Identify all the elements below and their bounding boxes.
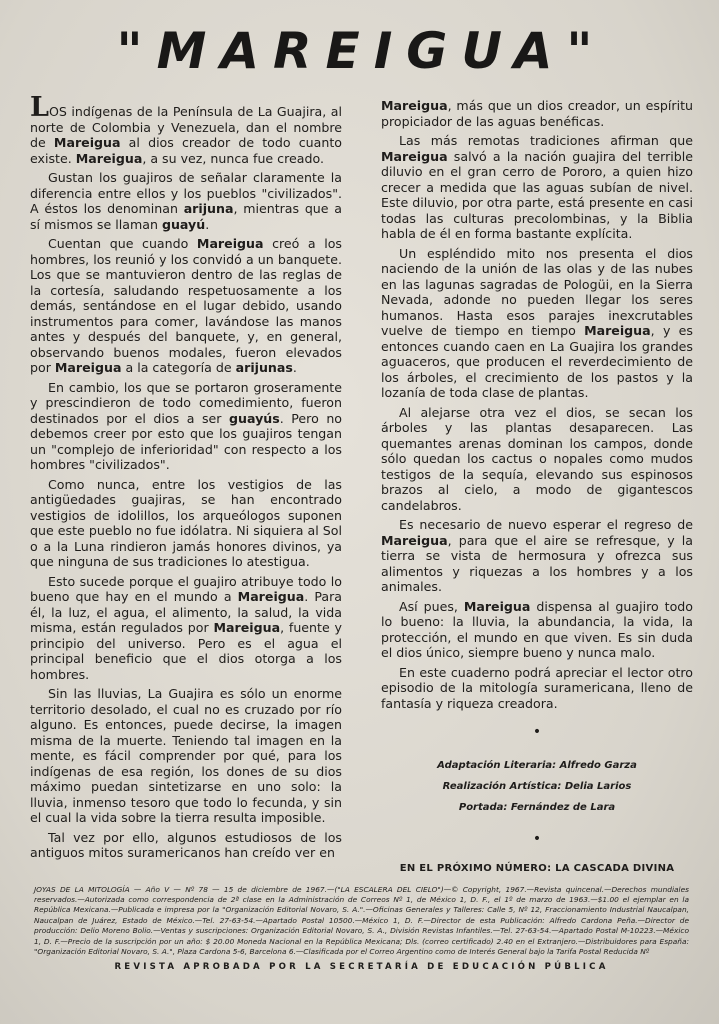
left-column bbox=[30, 92, 343, 877]
footer: REVISTA APROBADA POR LA SECRETARÍA DE EDUCACIÓN PÚBLICA bbox=[114, 962, 609, 973]
bold-term: arijunas bbox=[235, 360, 293, 375]
paragraph bbox=[381, 246, 693, 401]
bold-term: Mareigua bbox=[196, 236, 264, 251]
bold-term: Mareigua bbox=[381, 98, 448, 113]
bold-term: Mareigua bbox=[75, 150, 143, 166]
paragraph bbox=[381, 599, 693, 661]
bold-term: Mareigua bbox=[381, 148, 448, 164]
credits bbox=[381, 755, 693, 818]
bold-term: Mareigua bbox=[54, 360, 122, 375]
bold-term: guayús bbox=[228, 410, 280, 426]
text-span: dispensa al guajiro todo lo bueno: la lluvia, la abundancia, la vida, la protección, el mundo en que viven. Es sin duda el dios único, siempre bueno y nunca malo. bbox=[381, 598, 693, 660]
text-span: , y es entonces cuando caen en La Guajira los grandes aguaceros, que producen el reverdecimiento de los árboles, el crecimiento de los pastos y la lozanía de toda clase de plantas. bbox=[381, 323, 693, 400]
paragraph bbox=[30, 92, 343, 166]
text-span: , mientras que a sí mismos se llaman bbox=[30, 201, 342, 232]
paragraph bbox=[30, 236, 342, 376]
paragraph bbox=[30, 380, 342, 473]
paragraph bbox=[381, 517, 693, 595]
text-span: . bbox=[205, 216, 210, 232]
text-span: , para que el aire se refresque, y la tierra se vista de hermosura y ofrezca sus alimentos y riquezas a los hombres y a los animales. bbox=[381, 532, 693, 594]
bold-term: guayú bbox=[161, 216, 206, 232]
bold-term: Mareigua bbox=[381, 532, 448, 548]
text-span: al dios creador de todo cuanto existe. bbox=[30, 135, 343, 166]
bold-term: Mareigua bbox=[53, 135, 121, 150]
credit-line: Realización Artística: Delia Larios bbox=[442, 780, 632, 792]
text-span: , a su vez, nunca fue creado. bbox=[142, 150, 324, 166]
text-span: Es necesario de nuevo esperar el regreso de bbox=[399, 517, 693, 532]
drop-cap: L bbox=[30, 92, 49, 123]
text-columns bbox=[30, 92, 693, 877]
paragraph bbox=[381, 98, 693, 129]
text-span: Un espléndido mito nos presenta el dios naciendo de la unión de las olas y de las nubes en las lagunas sagradas de Pologüi, en la Sierra Nevada, adonde no pueden llegar los seres humanos. Hasta esos parajes inexcrutables vuelve de tiempo en tiempo bbox=[381, 245, 693, 338]
text-span: , fuente y principio del universo. Pero es el agua el principal beneficio que el dios otorga a los hombres. bbox=[30, 620, 342, 682]
credit-line: Portada: Fernández de Lara bbox=[458, 801, 616, 813]
colophon: JOYAS DE LA MITOLOGÍA — Año V — Nº 78 — 15 de diciembre de 1967.—("LA ESCALERA DEL CIELO")—© Copyright, 1967.—Revista quincenal.—Derechos mundiales reservados.—Autorizada como correspondencia de 2ª clase en la Administración de Correos Nº 1, de México 1, D. F., el 1º de marzo de 1963.—$1.00 el ejemplar en la República Mexicana.—Publicada e impresa por la "Organización Editorial Novaro, S. A.".—Oficinas Generales y Talleres: Calle 5, Nº 12, Fraccionamiento Industrial Naucalpan, Naucalpan de Juárez, Estado de México.—Tel. 27-63-54.—Apartado Postal 10500.—México 1, D. F.—Director de esta Publicación: Alfredo Cardona Peña.—Director de producción: Delio Moreno Bolio.—Ventas y suscripciones: Organización Editorial Novaro, S. A., División Revistas Infantiles.—Tel. 27-63-54.—Apartado Postal M-10223.—México 1, D. F.—Precio de la suscripción por un año: $ 20.00 Moneda Nacional en la República Mexicana; Dls. (correo certificado) 2.40 en el Extranjero.—Distribuidores para España: "Organización Editorial Novaro, S. A.", Plaza Cardona 5-6, Barcelona 6.—Clasificada por el Correo Argentino como de Interés General bajo la Tarifa Postal Reducida Nº bbox=[34, 884, 689, 956]
text-span: creó a los hombres, los reunió y los convidó a un banquete. Los que se mantuvieron dentro de las reglas de la cortesía, saludando respetuosamente a los demás, sentándose en el lugar debido, usando instrumentos para comer, lavándose las manos antes y después del banquete, y, en general, observando buenos modales, fueron elevados por bbox=[30, 236, 342, 375]
text-span: . Pero no debemos creer por esto que los guajiros tengan un "complejo de inferioridad" con respecto a los hombres "civilizados". bbox=[30, 410, 343, 472]
text-span: . bbox=[292, 360, 297, 375]
separator-dot: • bbox=[532, 830, 542, 847]
paragraph: Al alejarse otra vez el dios, se secan los árboles y las plantas desaparecen. Las quemantes arenas dominan los campos, donde sólo quedan los cactus o nopales como mudos testigos de la sequía, elevando sus espinosos brazos al cielo, a modo de gigantescos candelabros. bbox=[381, 404, 693, 513]
text-span: Las más remotas tradiciones afirman que bbox=[399, 133, 693, 148]
paragraph: En este cuaderno podrá apreciar el lector otro episodio de la mitología suramericana, lleno de fantasía y riqueza creadora. bbox=[381, 664, 693, 711]
text-span: , más que un dios creador, un espíritu propiciador de las aguas benéficas. bbox=[381, 98, 693, 129]
text-span: OS indígenas de la Península de La Guajira, al norte de Colombia y Venezuela, dan el nombre de bbox=[30, 104, 342, 150]
bold-term: Mareigua bbox=[463, 598, 531, 614]
text-span: Cuentan que cuando bbox=[48, 236, 197, 251]
text-span: En cambio, los que se portaron groseramente y prescindieron de todo comedimiento, fueron destinados por el dios a ser bbox=[30, 379, 342, 426]
separator-dot: • bbox=[532, 724, 542, 740]
paragraph bbox=[381, 133, 693, 242]
text-span: salvó a la nación guajira del terrible diluvio en el gran cerro de Pororo, a quien hizo crecer a medida que las aguas subían de nivel. Este diluvio, por otra parte, está presente en casi todas las culturas precolombinas, y la Biblia habla de él en forma bastante explícita. bbox=[381, 148, 693, 241]
right-column bbox=[381, 98, 693, 877]
text-span: Gustan los guajiros de señalar claramente la diferencia entre ellos y los pueblos "civilizados". A éstos los denominan bbox=[30, 170, 342, 216]
bold-term: Mareigua bbox=[584, 323, 651, 338]
text-span: Así pues, bbox=[399, 598, 464, 614]
page-title: "MAREIGUA" bbox=[116, 22, 607, 80]
bold-term: Mareigua bbox=[237, 589, 305, 604]
text-span: . Para él, la luz, el agua, el alimento, la salud, la vida misma, están regulados por bbox=[30, 589, 342, 635]
text-span: Esto sucede porque el guajiro atribuye todo lo bueno que hay en el mundo a bbox=[30, 573, 342, 604]
paragraph bbox=[30, 574, 342, 683]
credit-line: Adaptación Literaria: Alfredo Garza bbox=[437, 759, 637, 771]
bold-term: arijuna bbox=[183, 201, 234, 216]
paragraph: Como nunca, entre los vestigios de las antigüedades guajiras, se han encontrado vestigios de idolillos, los arqueólogos suponen que este pueblo no fue idólatra. Ni siquiera al Sol o a la Luna rindieron jamás honores divinos, ya que ninguna de sus tradiciones lo atestigua. bbox=[30, 476, 342, 569]
next-issue: EN EL PRÓXIMO NÚMERO: LA CASCADA DIVINA bbox=[399, 863, 675, 874]
paragraph: Sin las lluvias, La Guajira es sólo un enorme territorio desolado, el cual no es cruzado por río alguno. Es entonces, puede decirse, la imagen misma de la muerte. Teniendo tal imagen en la mente, es fácil comprender por qué, para los indígenas de esa región, los dones de su dios máximo puedan sintetizarse en uno solo: la lluvia, inmenso tesoro que todo lo fecunda, y sin el cual la vida sobre la tierra resulta imposible. bbox=[30, 686, 342, 825]
text-span: a la categoría de bbox=[121, 360, 236, 375]
paragraph: Tal vez por ello, algunos estudiosos de los antiguos mitos suramericanos han creído ver en bbox=[30, 829, 342, 860]
paragraph bbox=[30, 170, 342, 232]
bold-term: Mareigua bbox=[213, 620, 281, 635]
